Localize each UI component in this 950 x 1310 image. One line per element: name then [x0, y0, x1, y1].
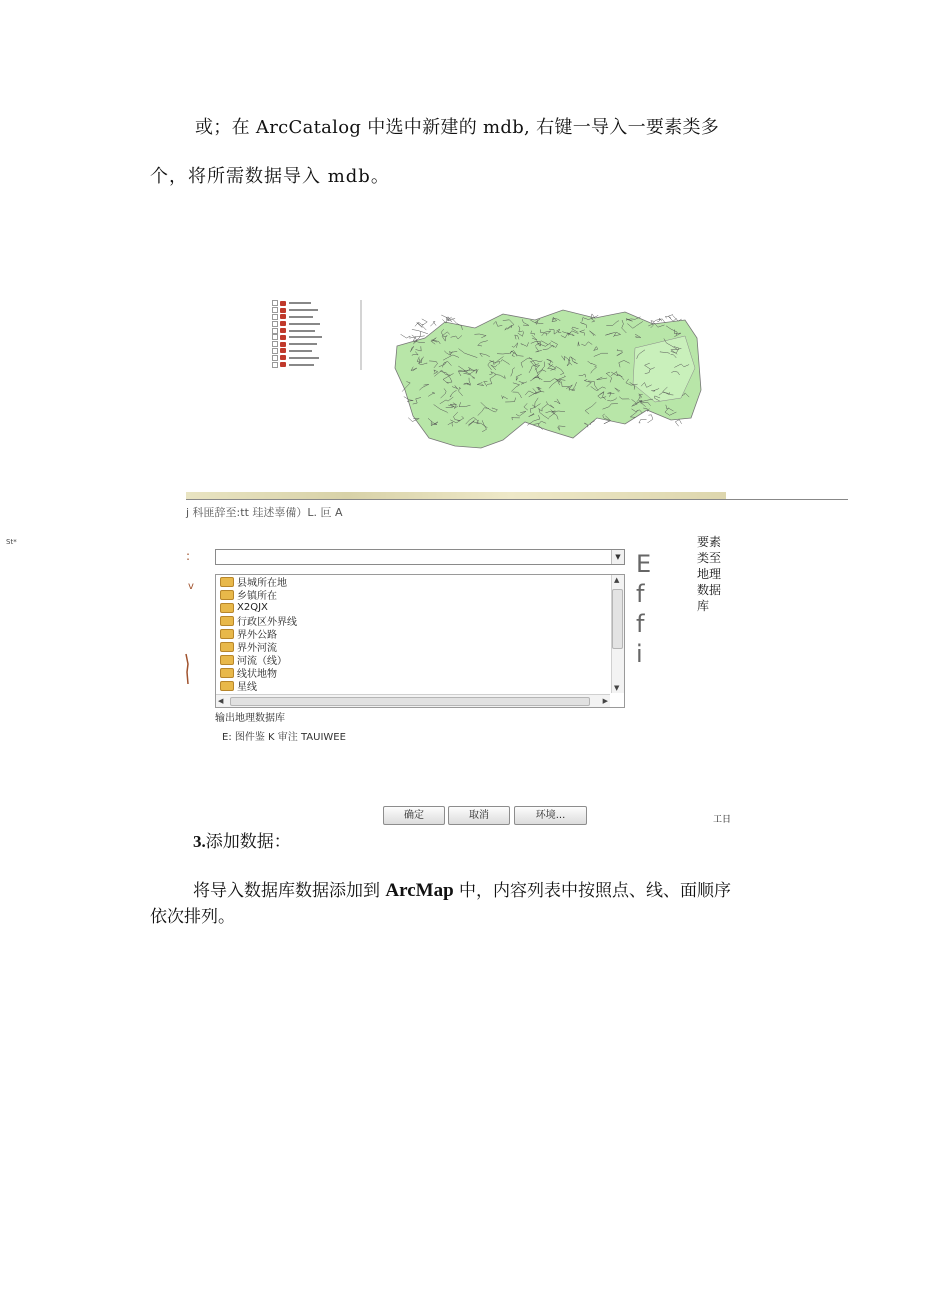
feature-class-icon	[220, 577, 234, 587]
expand-icon[interactable]	[272, 334, 278, 340]
divider-line	[186, 499, 848, 500]
cancel-button[interactable]: 取消	[448, 806, 510, 825]
map-line	[665, 315, 673, 319]
expand-icon[interactable]	[272, 341, 278, 347]
list-item[interactable]	[220, 679, 257, 692]
tree-item-label	[289, 330, 315, 332]
list-item-label: X2QJX	[237, 602, 268, 613]
tree-item-label	[289, 336, 322, 338]
map-line	[417, 323, 423, 328]
map-line	[648, 415, 653, 423]
toolbox-icon	[280, 342, 286, 347]
tree-item[interactable]	[272, 334, 360, 341]
environments-button[interactable]: 环境...	[514, 806, 587, 825]
feature-class-icon	[220, 603, 234, 613]
list-item-label: 河流（线）	[237, 656, 287, 667]
map-line	[401, 334, 410, 339]
horizontal-scrollbar[interactable]	[216, 694, 610, 707]
intro-line-2: 个，将所需数据导入 mdb。	[150, 166, 390, 187]
scroll-down-icon[interactable]: ▼	[614, 684, 620, 692]
side-v: v	[188, 581, 194, 592]
feature-class-icon	[220, 681, 234, 691]
toolbox-icon	[280, 301, 286, 306]
map-figure	[385, 298, 703, 460]
tree-item[interactable]	[272, 300, 360, 307]
expand-icon[interactable]	[272, 355, 278, 361]
expand-icon[interactable]	[272, 328, 278, 334]
toolbox-icon	[280, 321, 286, 326]
feature-class-icon	[220, 629, 234, 639]
input-features-combo[interactable]	[215, 549, 625, 565]
horizontal-scroll-thumb[interactable]	[230, 697, 590, 706]
garbled-tiny-text: St*	[6, 538, 17, 546]
feature-class-icon	[220, 616, 234, 626]
map-line	[441, 315, 448, 323]
map-line	[412, 330, 428, 334]
list-item[interactable]	[220, 588, 277, 601]
chevron-down-icon[interactable]: ▼	[611, 550, 624, 564]
feature-class-icon	[220, 590, 234, 600]
tree-item[interactable]	[272, 361, 360, 368]
tree-item-label	[289, 323, 320, 325]
para-bold-term: ArcMap	[385, 880, 454, 901]
tree-item-label	[289, 364, 314, 366]
expand-icon[interactable]	[272, 348, 278, 354]
toolbox-icon	[280, 308, 286, 313]
tree-item-label	[289, 316, 313, 318]
map-line	[430, 322, 436, 327]
vertical-scrollbar[interactable]	[611, 575, 624, 693]
toolbox-icon	[280, 328, 286, 333]
expand-icon[interactable]	[272, 314, 278, 320]
toolbox-icon	[280, 335, 286, 340]
tree-item-label	[289, 343, 317, 345]
ok-button[interactable]: 确定	[383, 806, 445, 825]
scroll-left-icon[interactable]: ◀	[218, 697, 224, 705]
tree-item[interactable]	[272, 320, 360, 327]
vertical-letter: i	[636, 640, 643, 668]
garbled-caption: j 科匪辞至:tt 珪述辜備）L. 叵 A	[186, 506, 343, 519]
tree-item[interactable]	[272, 314, 360, 321]
list-item-label: 星线	[237, 682, 257, 693]
tree-item-label	[289, 357, 319, 359]
output-geodatabase-label: 输出地理数据库	[215, 713, 285, 724]
intro-line-1: 或；在 ArcCatalog 中选中新建的 mdb, 右键一导入一要素类多	[195, 117, 720, 138]
toolbox-icon	[280, 355, 286, 360]
feature-class-icon	[220, 642, 234, 652]
tree-item[interactable]	[272, 307, 360, 314]
toolbox-icon	[280, 314, 286, 319]
toolbox-tree-panel	[272, 300, 362, 370]
section-heading	[193, 827, 291, 852]
feature-class-icon	[220, 655, 234, 665]
tree-item-label	[289, 309, 318, 311]
list-item-label: 线状地物	[237, 669, 277, 680]
section-number: 3.	[193, 832, 206, 851]
tree-item[interactable]	[272, 348, 360, 355]
vertical-letter: E	[636, 550, 652, 578]
list-item-label: 界外公路	[237, 630, 277, 641]
map-line	[675, 420, 681, 427]
map-line	[639, 419, 647, 423]
list-item-label: 乡镇所在	[237, 591, 277, 602]
input-features-list[interactable]	[215, 574, 625, 708]
list-item-label: 行政区外界线	[237, 617, 297, 628]
para-text-a: 将导入数据库数据添加到	[193, 881, 386, 901]
cut-right-text: 工日	[713, 815, 732, 825]
section-paragraph-line-1	[193, 876, 731, 902]
map-line	[411, 336, 425, 338]
vertical-scroll-thumb[interactable]	[612, 589, 623, 649]
feature-class-icon	[220, 668, 234, 678]
toolbox-icon	[280, 348, 286, 353]
side-mark-icon	[185, 654, 190, 684]
tree-item[interactable]	[272, 327, 360, 334]
tree-item-label	[289, 350, 312, 352]
toolbox-icon	[280, 362, 286, 367]
expand-icon[interactable]	[272, 307, 278, 313]
vertical-letter: f	[636, 580, 645, 608]
output-path-cut-text: E: 图件鉴 K 审注 TAUIWEE	[222, 732, 346, 743]
para-text-b: 中，内容列表中按照点、线、面顺序	[453, 881, 732, 901]
expand-icon[interactable]	[272, 321, 278, 327]
tool-name-tooltip: 要素类至地理数据库	[697, 535, 722, 613]
side-colon: :	[186, 549, 191, 563]
vertical-letter: f	[636, 610, 645, 638]
scroll-up-icon[interactable]: ▲	[614, 576, 620, 584]
expand-icon[interactable]	[272, 300, 278, 306]
vertical-letters	[636, 549, 656, 669]
list-item-label: 县城所在地	[237, 578, 287, 589]
section-paragraph-line-2: 依次排列。	[150, 907, 235, 927]
tree-item[interactable]	[272, 354, 360, 361]
feature-class-dialog	[211, 546, 625, 724]
expand-icon[interactable]	[272, 362, 278, 368]
tree-item-label	[289, 302, 311, 304]
tree-item[interactable]	[272, 341, 360, 348]
section-title: 添加数据：	[205, 832, 291, 852]
scroll-right-icon[interactable]: ▶	[602, 697, 608, 705]
list-item-label: 界外河流	[237, 643, 277, 654]
map-line	[668, 316, 676, 321]
